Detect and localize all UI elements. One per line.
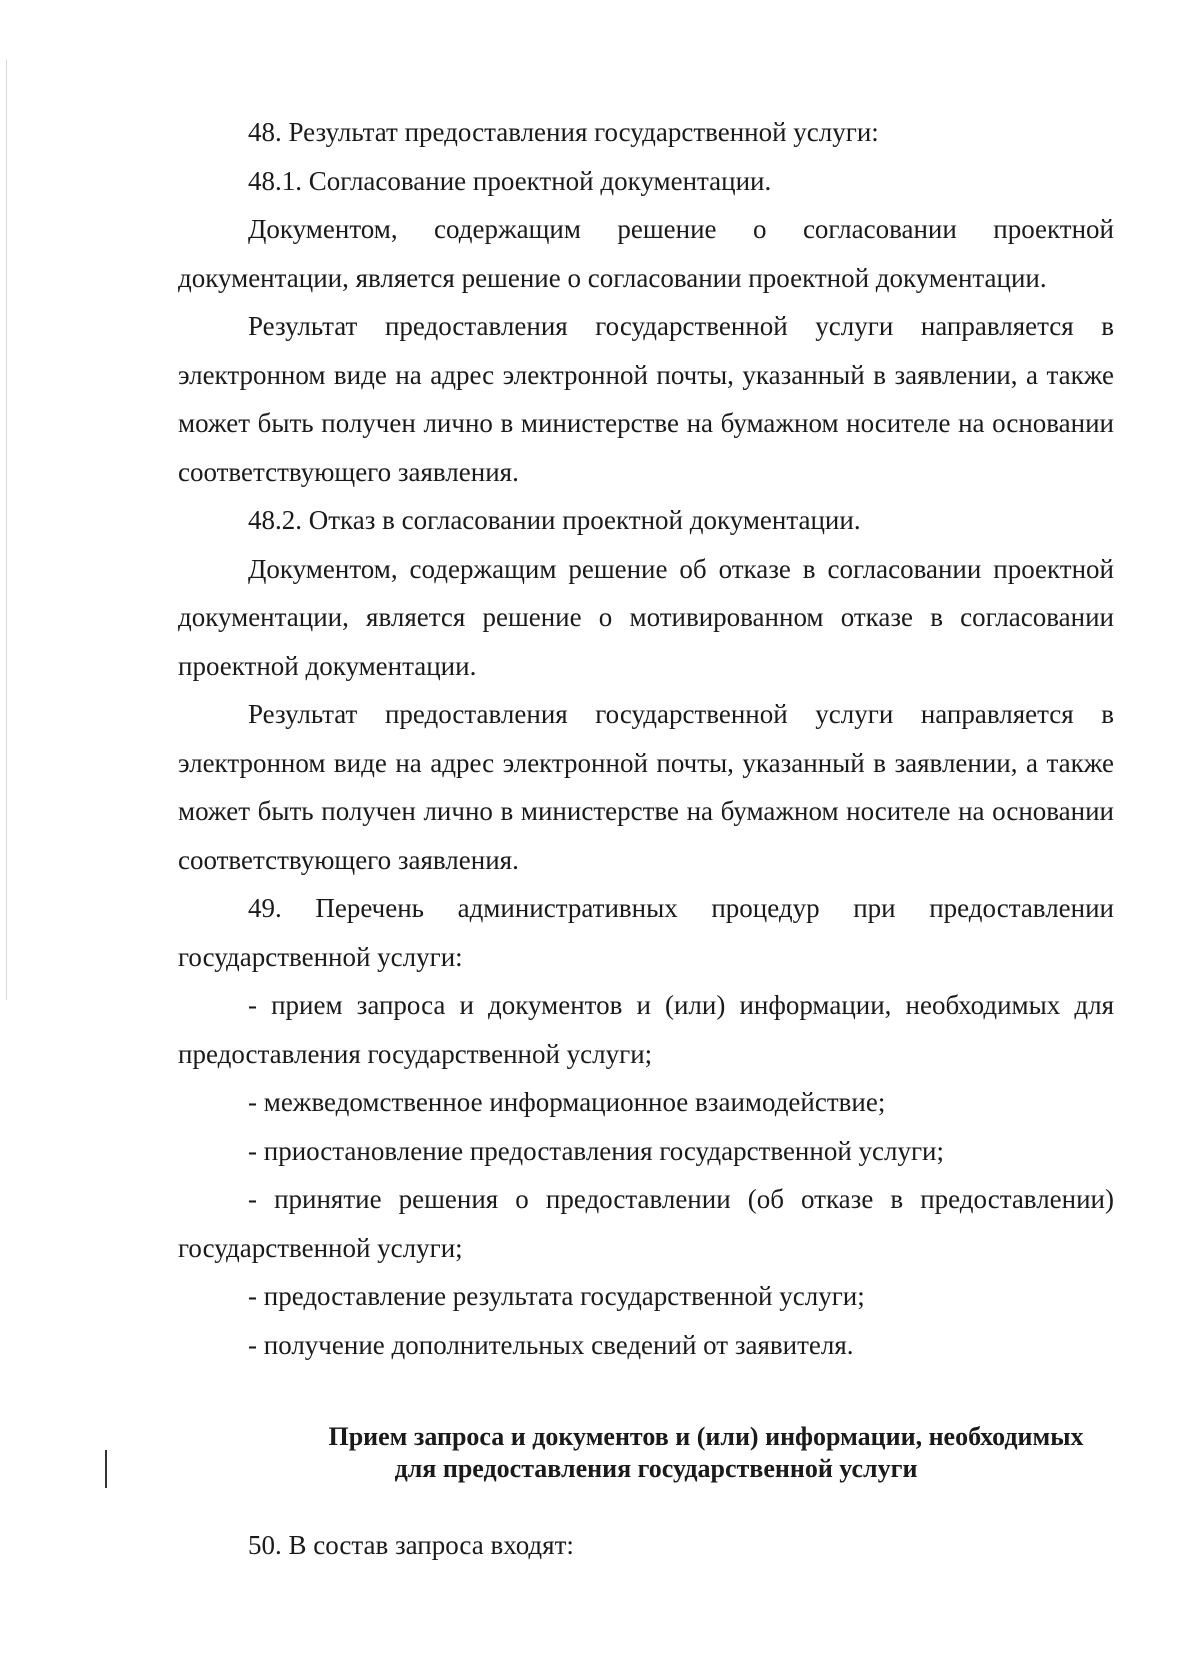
document-body <box>178 108 1114 1570</box>
margin-mark <box>105 1450 107 1488</box>
list-item: - принятие решения о предоставлении (об отказе в предоставлении) государственной услуги; <box>178 1184 1114 1263</box>
paragraph-48-2: 48.2. Отказ в согласовании проектной документации. <box>248 505 861 535</box>
scan-edge-line <box>6 60 7 1000</box>
paragraph-48: 48. Результат предоставления государственной услуги: <box>248 117 879 147</box>
paragraph-49: 49. Перечень административных процедур при предоставлении государственной услуги: <box>178 893 1114 972</box>
paragraph-48-1-result: Результат предоставления государственной услуги направляется в электронном виде на адрес электронной почты, указанный в заявлении, а также может быть получен лично в министерстве на бумажном носителе на основании соответствующего заявления. <box>178 311 1114 487</box>
list-item: - прием запроса и документов и (или) информации, необходимых для предоставления государственной услуги; <box>178 990 1114 1069</box>
list-item: - приостановление предоставления государственной услуги; <box>248 1135 945 1166</box>
paragraph-50: 50. В состав запроса входят: <box>248 1530 574 1560</box>
paragraph-48-2-result: Результат предоставления государственной услуги направляется в электронном виде на адрес электронной почты, указанный в заявлении, а также может быть получен лично в министерстве на бумажном носителе на основании соответствующего заявления. <box>178 699 1114 875</box>
paragraph-48-1: 48.1. Согласование проектной документации. <box>248 165 772 196</box>
list-item: - предоставление результата государственной услуги; <box>248 1281 865 1311</box>
section-heading <box>178 1421 1114 1485</box>
section-heading-line-1: Прием запроса и документов и (или) информации, необходимых <box>328 1422 1084 1451</box>
paragraph-48-1-document: Документом, содержащим решение о согласовании проектной документации, является решение о согласовании проектной документации. <box>178 214 1114 293</box>
paragraph-48-2-document: Документом, содержащим решение об отказе в согласовании проектной документации, является решение о мотивированном отказе в согласовании проектной документации. <box>178 553 1114 681</box>
list-item: - получение дополнительных сведений от заявителя. <box>248 1329 854 1360</box>
list-item: - межведомственное информационное взаимодействие; <box>248 1087 886 1117</box>
section-heading-line-2: для предоставления государственной услуги <box>394 1454 918 1483</box>
